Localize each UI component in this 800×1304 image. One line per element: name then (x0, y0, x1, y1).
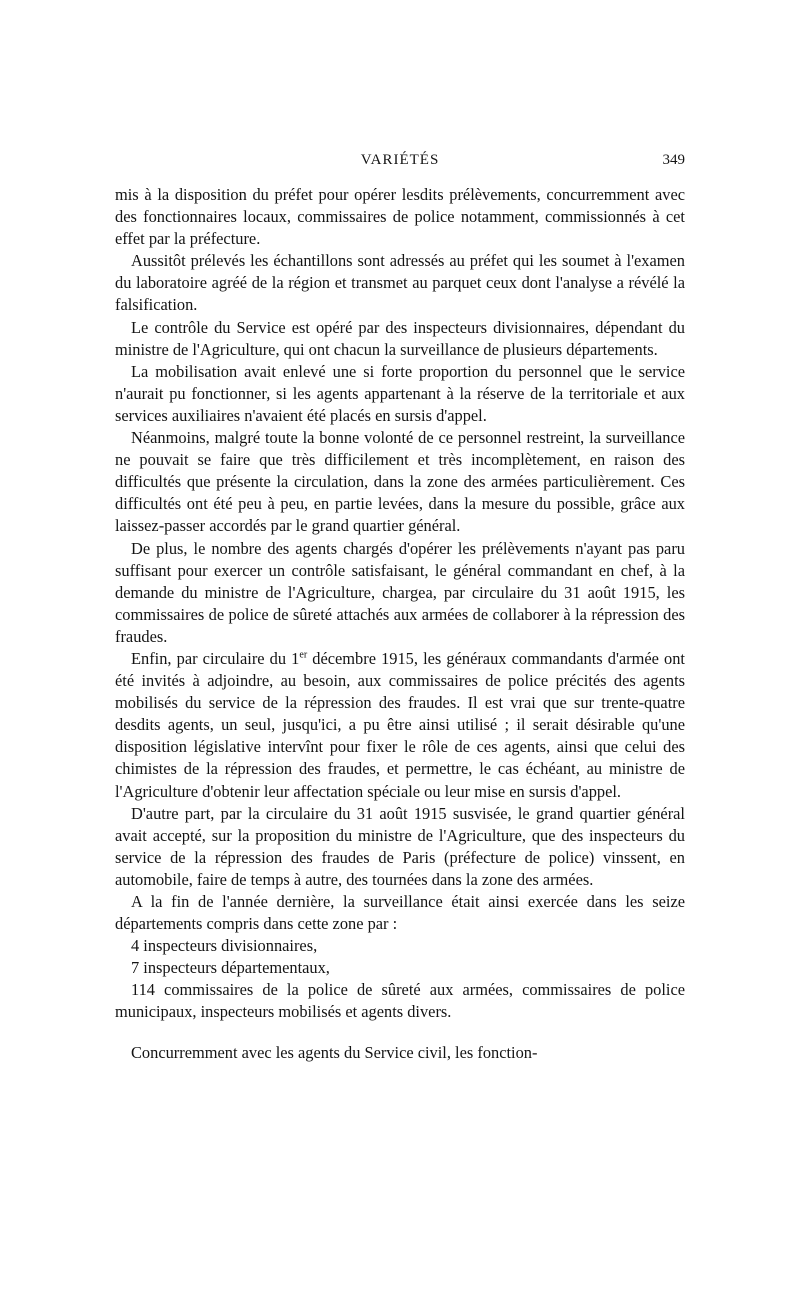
paragraph-4: La mobilisation avait enlevé une si forte proportion du personnel que le service n'aurait pu fonctionner, si les agents appartenant à la réserve de la territoriale et aux services auxiliaires n'avaient été placés en sursis d'appel. (115, 361, 685, 425)
paragraph-6: De plus, le nombre des agents chargés d'opérer les prélèvements n'ayant pas paru suffisant pour exercer un contrôle satisfaisant, le général commandant en chef, à la demande du ministre de l'Agriculture, chargea, par circulaire du 31 août 1915, les commissaires de police de sûreté attachés aux armées de collaborer à la répression des fraudes. (115, 538, 685, 646)
paragraph-5: Néanmoins, malgré toute la bonne volonté de ce personnel restreint, la surveillance ne pouvait se faire que très difficilement et très incomplètement, en raison des difficultés que présente la circulation, dans la zone des armées particulièrement. Ces difficultés ont été peu à peu, en partie levées, dans la mesure du possible, grâce aux laissez-passer accordés par le grand quartier général. (115, 428, 685, 536)
text-body (115, 184, 685, 1064)
final-paragraph: Concurremment avec les agents du Service civil, les fonction- (131, 1042, 538, 1062)
paragraph-7 (115, 648, 685, 803)
ordinal-superscript: er (299, 649, 308, 661)
page-number: 349 (662, 152, 685, 168)
list-item-3: 114 commissaires de la police de sûreté aux armées, commissaires de police municipaux, inspecteurs mobilisés et agents divers. (115, 980, 685, 1022)
paragraph-1: mis à la disposition du préfet pour opérer lesdits prélèvements, concurremment avec des fonctionnaires locaux, commissaires de police notamment, commissionnés à cet effet par la préfecture. (115, 185, 685, 249)
list-item-1: 4 inspecteurs divisionnaires, (131, 936, 318, 956)
running-title: VARIÉTÉS (360, 152, 440, 168)
paragraph-2: Aussitôt prélevés les échantillons sont adressés au préfet qui les soumet à l'examen du laboratoire agréé de la région et transmet au parquet ceux dont l'analyse a révélé la falsification. (115, 251, 685, 315)
paragraph-9: A la fin de l'année dernière, la surveillance était ainsi exercée dans les seize départements compris dans cette zone par : (115, 892, 685, 934)
paragraph-7-start: Enfin, par circulaire du 1 (131, 648, 300, 668)
paragraph-8: D'autre part, par la circulaire du 31 août 1915 susvisée, le grand quartier général avait accepté, sur la proposition du ministre de l'Agriculture, que des inspecteurs du service de la répression des fraudes de Paris (préfecture de police) vinssent, en automobile, faire de temps à autre, des tournées dans la zone des armées. (115, 803, 685, 889)
paragraph-7-rest: décembre 1915, les généraux commandants d'armée ont été invités à adjoindre, au besoin, aux commissaires de police précités des agents mobilisés du service de la répression des fraudes. Il est vrai que sur trente-quatre desdits agents, un seul, jusqu'ici, a pu être ainsi utilisé ; il serait désirable qu'une disposition législative intervînt pour fixer le rôle de ces agents, ainsi que celui des chimistes de la répression des fraudes, et permettre, le cas échéant, au ministre de l'Agriculture d'obtenir leur affectation spéciale ou leur mise en sursis d'appel. (115, 648, 685, 801)
running-header (115, 152, 685, 178)
list-item-2: 7 inspecteurs départementaux, (131, 958, 330, 978)
paragraph-3: Le contrôle du Service est opéré par des inspecteurs divisionnaires, dépendant du ministre de l'Agriculture, qui ont chacun la surveillance de plusieurs départements. (115, 317, 685, 359)
